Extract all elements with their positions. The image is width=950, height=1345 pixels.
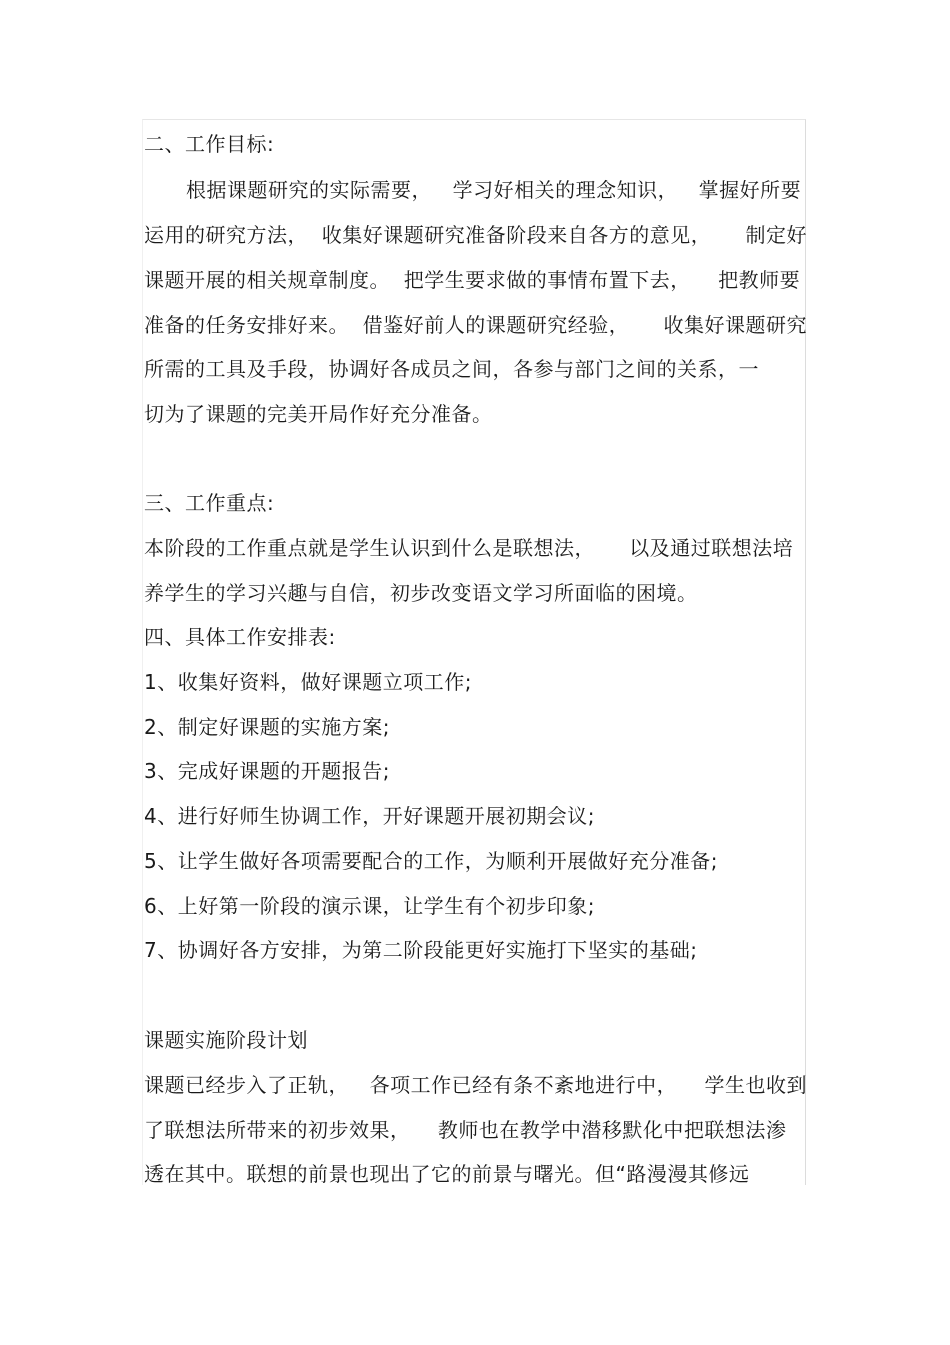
paragraph-line: 切为了课题的完美开局作好充分准备。: [144, 402, 493, 426]
list-item: 5、让学生做好各项需要配合的工作，为顺利开展做好充分准备;: [144, 849, 718, 873]
paragraph-line: 根据课题研究的实际需要， 学习好相关的理念知识， 掌握好所要: [186, 178, 802, 202]
list-item: 3、完成好课题的开题报告;: [144, 759, 390, 783]
paragraph-line: 准备的任务安排好来。 借鉴好前人的课题研究经验， 收集好课题研究: [144, 313, 808, 337]
section-heading-schedule: 四、具体工作安排表:: [144, 625, 336, 649]
section-heading-focus: 三、工作重点:: [144, 491, 275, 515]
paragraph-line: 透在其中。联想的前景也现出了它的前景与曙光。但“路漫漫其修远: [144, 1162, 750, 1186]
list-item: 6、上好第一阶段的演示课，让学生有个初步印象;: [144, 894, 595, 918]
list-item: 1、收集好资料，做好课题立项工作;: [144, 670, 472, 694]
paragraph-line: 养学生的学习兴趣与自信，初步改变语文学习所面临的困境。: [144, 581, 698, 605]
paragraph-line: 运用的研究方法， 收集好课题研究准备阶段来自各方的意见， 制定好: [144, 223, 808, 247]
paragraph-line: 课题已经步入了正轨， 各项工作已经有条不紊地进行中， 学生也收到: [144, 1073, 808, 1097]
section-heading-goals: 二、工作目标:: [144, 132, 275, 156]
list-item: 4、进行好师生协调工作，开好课题开展初期会议;: [144, 804, 595, 828]
paragraph-line: 本阶段的工作重点就是学生认识到什么是联想法， 以及通过联想法培: [144, 536, 794, 560]
list-item: 2、制定好课题的实施方案;: [144, 715, 390, 739]
paragraph-line: 课题开展的相关规章制度。 把学生要求做的事情布置下去， 把教师要: [144, 268, 801, 292]
paragraph-line: 了联想法所带来的初步效果， 教师也在教学中潜移默化中把联想法渗: [144, 1118, 787, 1142]
paragraph-line: 所需的工具及手段，协调好各成员之间，各参与部门之间的关系，一: [144, 357, 759, 381]
section-heading-implementation: 课题实施阶段计划: [144, 1028, 308, 1052]
list-item: 7、协调好各方安排，为第二阶段能更好实施打下坚实的基础;: [144, 938, 698, 962]
